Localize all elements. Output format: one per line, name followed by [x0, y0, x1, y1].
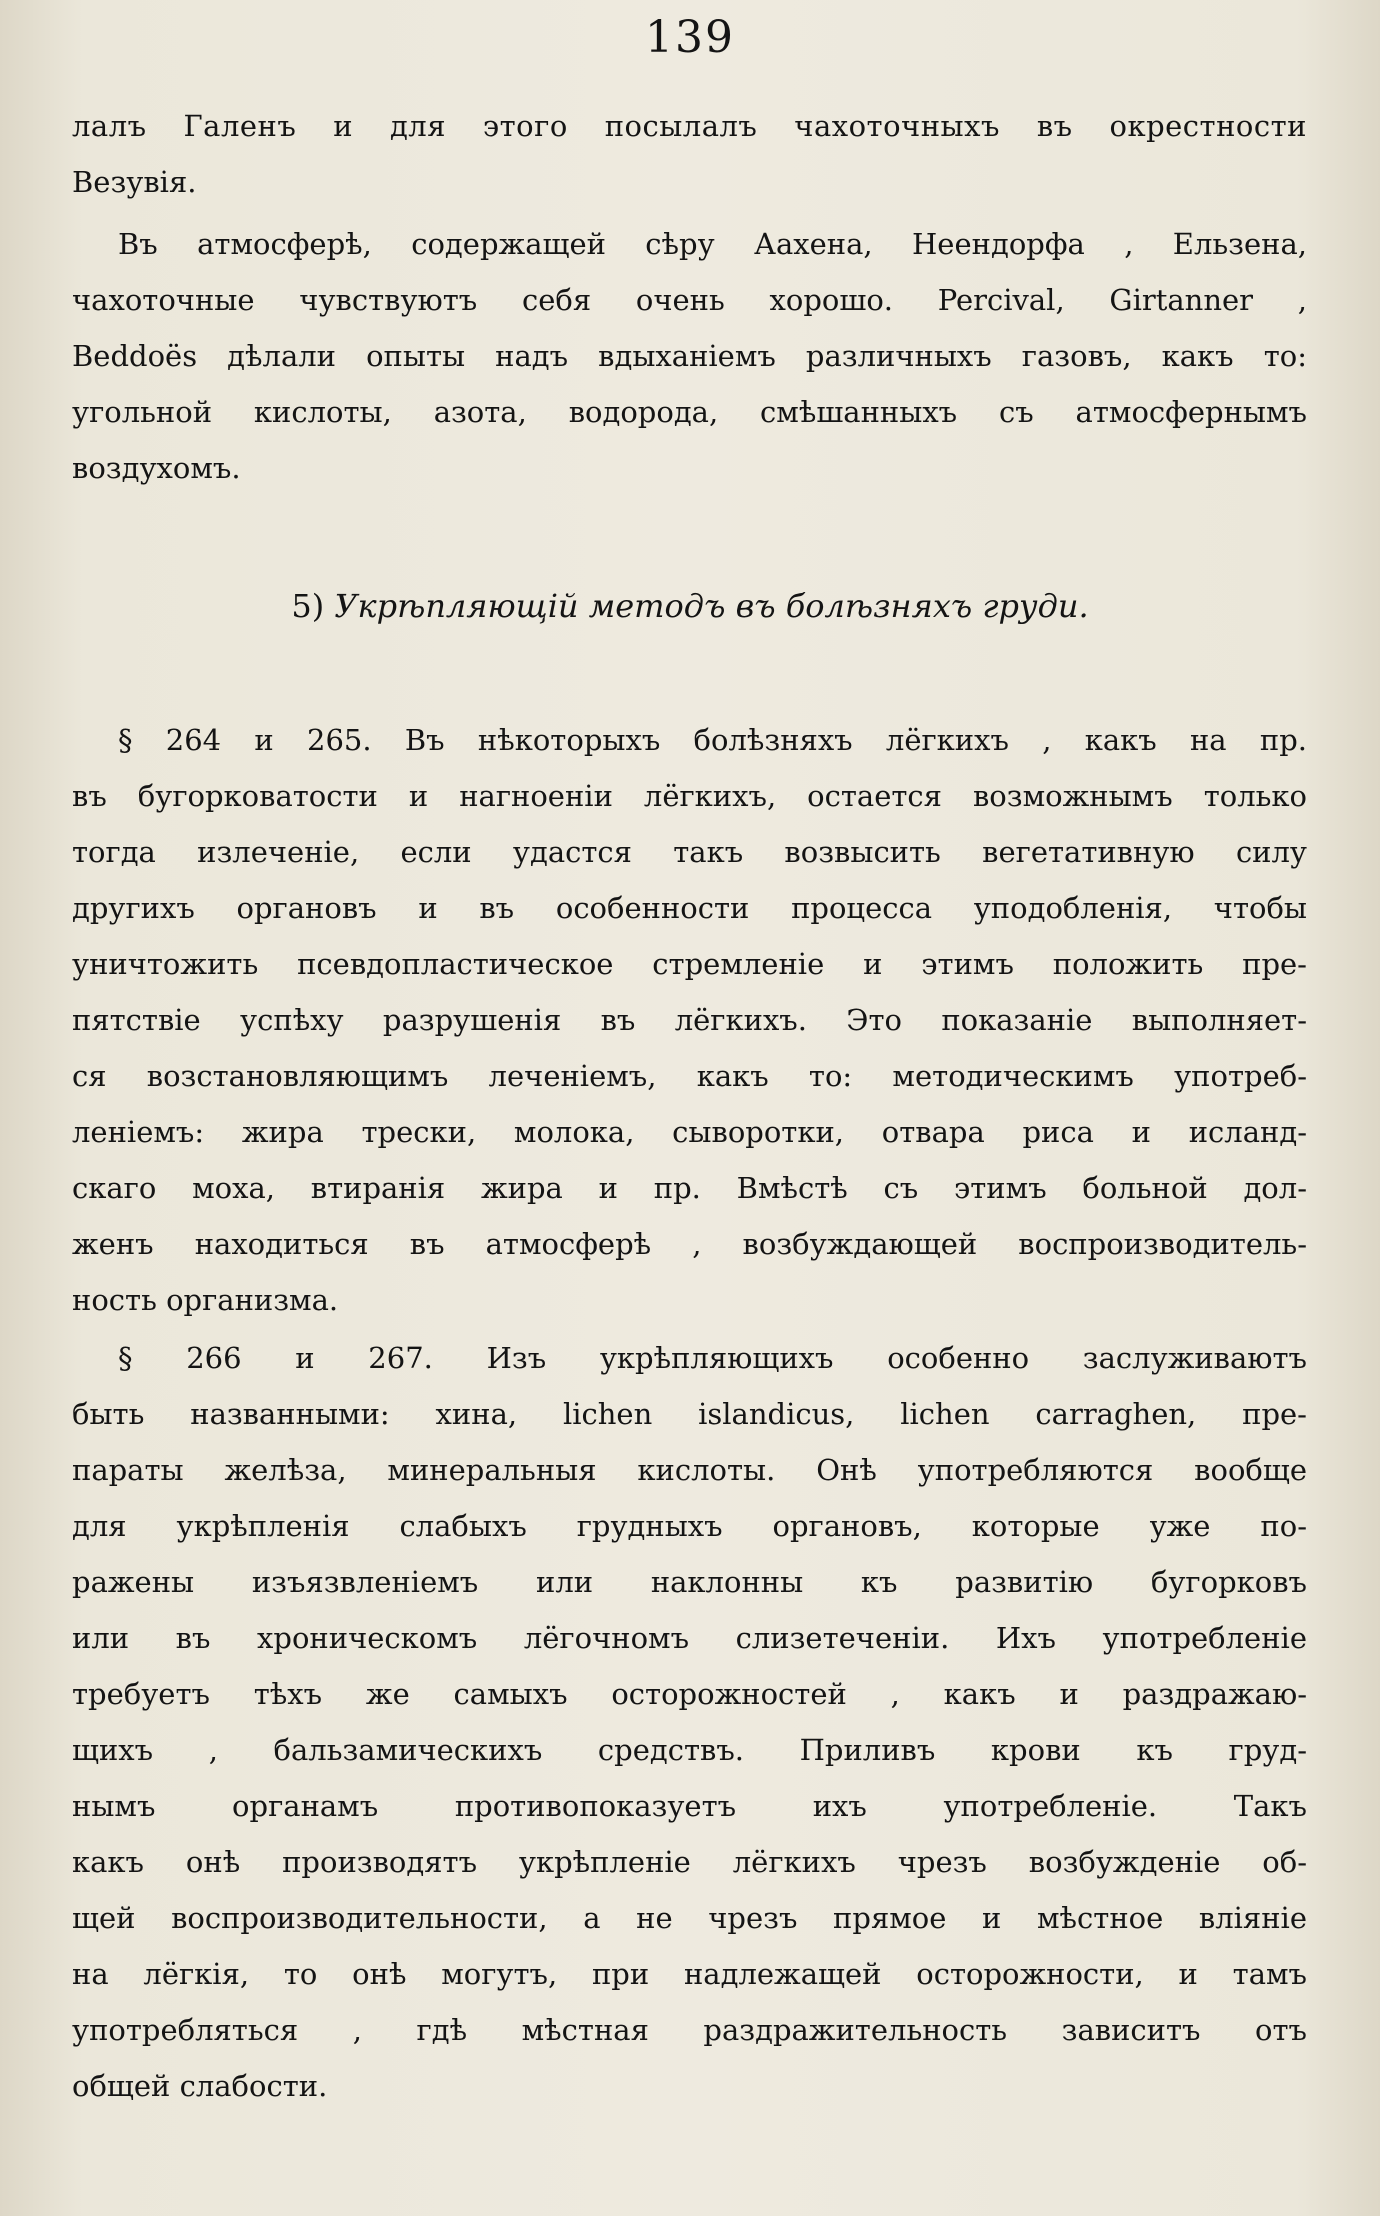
text-line: Везувія. — [72, 165, 197, 199]
text-line: какъ онѣ производятъ укрѣпленіе лёгкихъ чрезъ возбужденіе об- — [72, 1845, 1307, 1879]
section-heading — [0, 578, 1380, 634]
paragraph-section-266-267 — [72, 1330, 1307, 2114]
text-line: для укрѣпленія слабыхъ грудныхъ органовъ, которые уже по- — [72, 1509, 1307, 1543]
text-line: Въ атмосферѣ, содержащей сѣру Аахена, Неендорфа , Ельзена, — [118, 227, 1307, 261]
text-line: требуетъ тѣхъ же самыхъ осторожностей , какъ и раздражаю- — [72, 1677, 1307, 1711]
text-line: Beddoës дѣлали опыты надъ вдыханіемъ различныхъ газовъ, какъ то: — [72, 339, 1307, 373]
text-line: другихъ органовъ и въ особенности процесса уподобленія, чтобы — [72, 891, 1307, 925]
text-line: быть названными: хина, lichen islandicus, lichen carraghen, пре- — [72, 1397, 1307, 1431]
paragraph-continuation — [72, 98, 1307, 210]
text-line: употребляться , гдѣ мѣстная раздражительность зависитъ отъ — [72, 2013, 1307, 2047]
text-line: угольной кислоты, азота, водорода, смѣшанныхъ съ атмосфернымъ — [72, 395, 1307, 429]
text-line: пятствіе успѣху разрушенія въ лёгкихъ. Это показаніе выполняет- — [72, 1003, 1307, 1037]
page-number: 139 — [645, 12, 735, 63]
text-line: щихъ , бальзамическихъ средствъ. Приливъ крови къ груд- — [72, 1733, 1307, 1767]
text-line: уничтожить псевдопластическое стремленіе и этимъ положить пре- — [72, 947, 1307, 981]
section-title: Укрѣпляющій методъ въ болѣзняхъ груди. — [334, 587, 1089, 625]
text-line: общей слабости. — [72, 2069, 328, 2103]
text-line: воздухомъ. — [72, 451, 241, 485]
text-line: чахоточные чувствуютъ себя очень хорошо. Percival, Girtanner , — [72, 283, 1307, 317]
text-line: § 264 и 265. Въ нѣкоторыхъ болѣзняхъ лёгкихъ , какъ на пр. — [118, 723, 1307, 757]
text-line: ность организма. — [72, 1283, 339, 1317]
paragraph-atmosphere — [72, 216, 1307, 496]
text-line: тогда излеченіе, если удастся такъ возвысить вегетативную силу — [72, 835, 1307, 869]
text-line: или въ хроническомъ лёгочномъ слизетеченіи. Ихъ употребленіе — [72, 1621, 1307, 1655]
text-line: § 266 и 267. Изъ укрѣпляющихъ особенно заслуживаютъ — [118, 1341, 1307, 1375]
text-line: параты желѣза, минеральныя кислоты. Онѣ употребляются вообще — [72, 1453, 1307, 1487]
text-line: ражены изъязвленіемъ или наклонны къ развитію бугорковъ — [72, 1565, 1307, 1599]
text-line: женъ находиться въ атмосферѣ , возбуждающей воспроизводитель- — [72, 1227, 1307, 1261]
text-line: въ бугорковатости и нагноеніи лёгкихъ, остается возможнымъ только — [72, 779, 1307, 813]
text-line: лалъ Галенъ и для этого посылалъ чахоточныхъ въ окрестности — [72, 109, 1307, 143]
text-line: ся возстановляющимъ леченіемъ, какъ то: методическимъ употреб- — [72, 1059, 1307, 1093]
text-line: нымъ органамъ противопоказуетъ ихъ употребленіе. Такъ — [72, 1789, 1307, 1823]
paragraph-section-264-265 — [72, 712, 1307, 1328]
section-number: 5) — [291, 587, 325, 625]
text-line: щей воспроизводительности, а не чрезъ прямое и мѣстное вліяніе — [72, 1901, 1307, 1935]
text-line: леніемъ: жира трески, молока, сыворотки, отвара риса и исланд- — [72, 1115, 1307, 1149]
text-line: на лёгкія, то онѣ могутъ, при надлежащей осторожности, и тамъ — [72, 1957, 1307, 1991]
text-line: скаго моха, втиранія жира и пр. Вмѣстѣ съ этимъ больной дол- — [72, 1171, 1307, 1205]
